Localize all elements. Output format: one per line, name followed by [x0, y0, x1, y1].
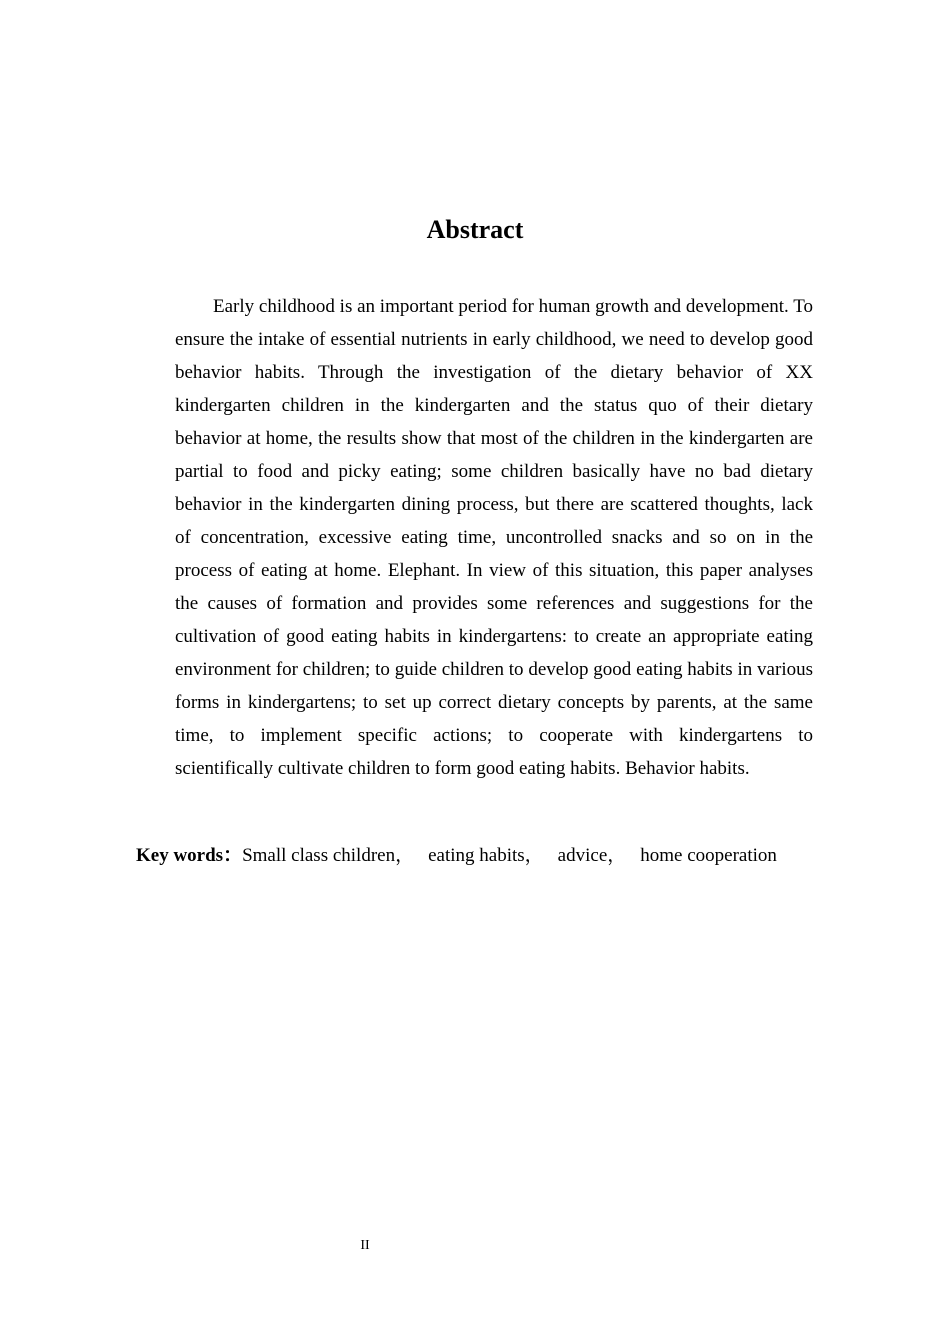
abstract-body: Early childhood is an important period for human growth and development. To ensure the intake of essential nutrients in early childhood, we need to develop good behavior habits. Through the investigation of the dietary behavior of XX kindergarten children in the kindergarten and the status quo of their dietary behavior at home, the results show that most of the children in the kindergarten are partial to food and picky eating; some children basically have no bad dietary behavior in the kindergarten dining process, but there are scattered thoughts, lack of concentration, excessive eating time, uncontrolled snacks and so on in the process of eating at home. Elephant. In view of this situation, this paper analyses the causes of formation and provides some references and suggestions for the cultivation of good eating habits in kindergartens: to create an appropriate eating environment for children; to guide children to develop good eating habits in various forms in kindergartens; to set up correct dietary concepts by parents, at the same time, to implement specific actions; to cooperate with kindergartens to scientifically cultivate children to form good eating habits. Behavior habits. [175, 296, 813, 779]
page-number: II [360, 1238, 370, 1253]
keyword-item: advice， [557, 845, 627, 866]
keywords-line [136, 842, 777, 870]
keyword-item: home cooperation [640, 845, 777, 866]
keyword-item: eating habits， [428, 845, 544, 866]
abstract-title: Abstract [426, 215, 524, 244]
keywords-label: Key words： [136, 845, 243, 866]
keyword-item: Small class children， [242, 845, 415, 866]
